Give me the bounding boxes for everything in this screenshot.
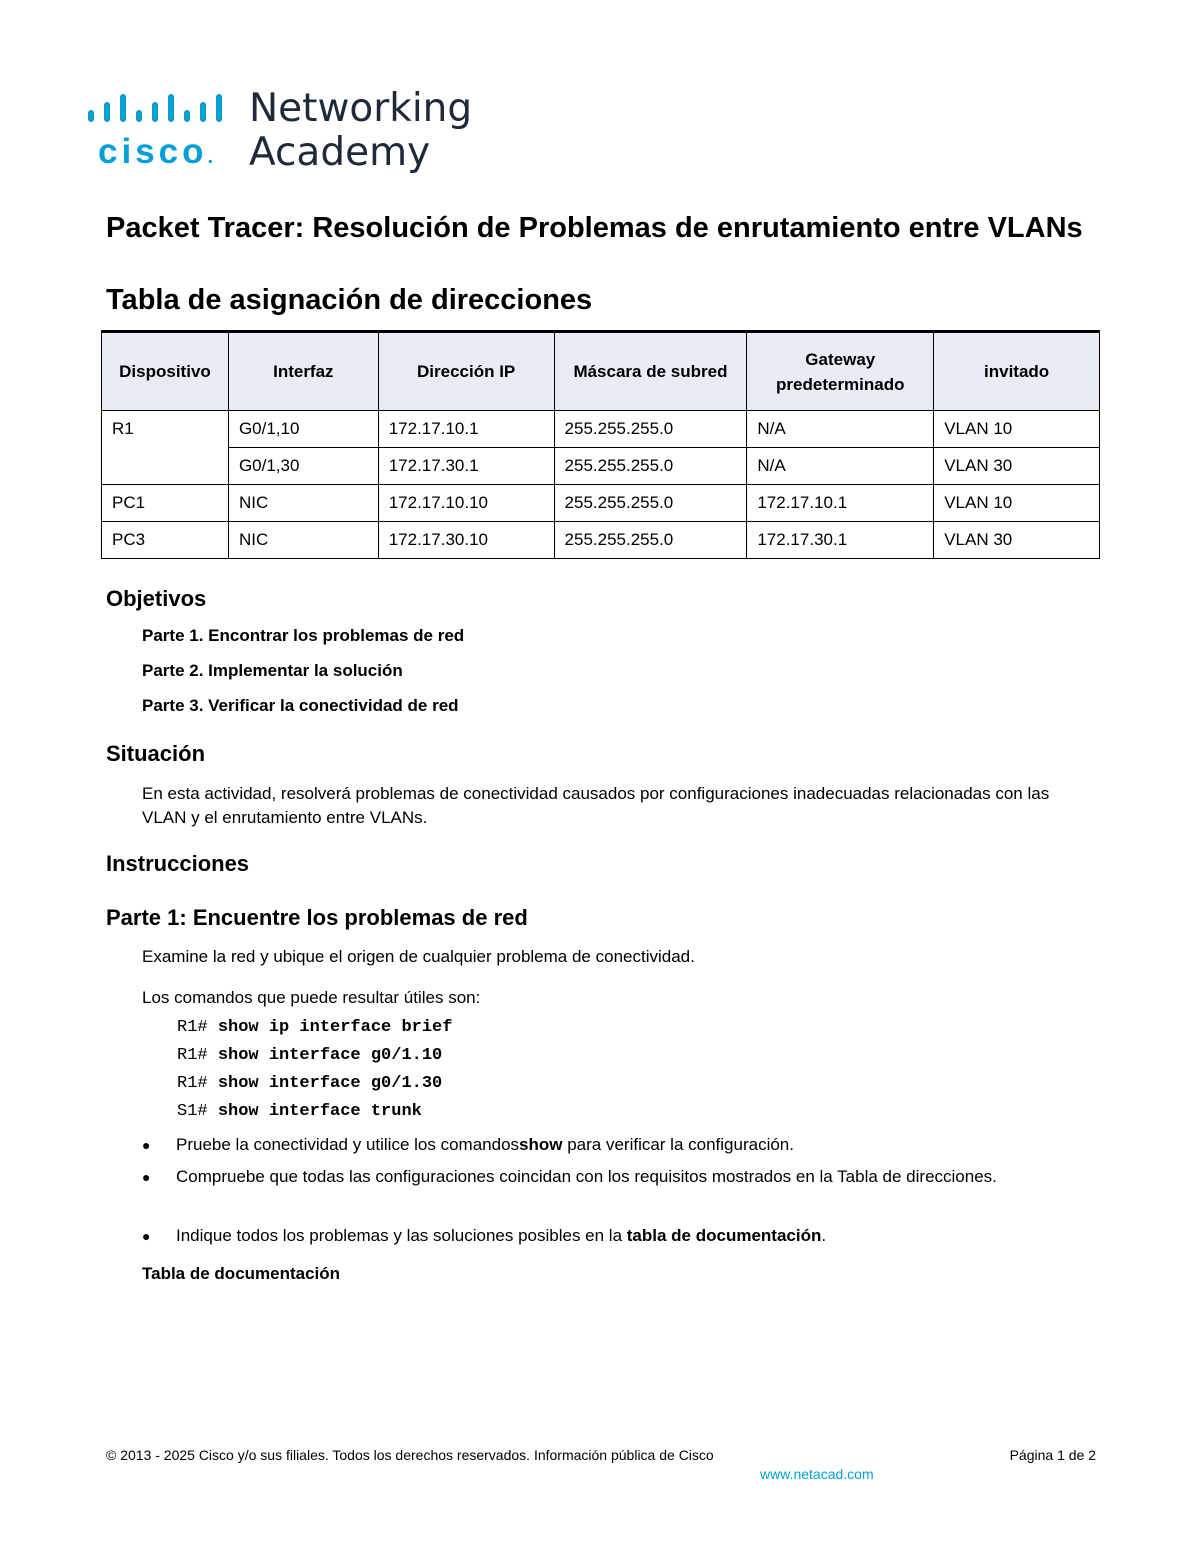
table-cell: 172.17.10.1 (378, 411, 554, 448)
table-cell: VLAN 30 (934, 448, 1100, 485)
table-cell: PC3 (102, 522, 229, 559)
table-cell: 172.17.30.1 (378, 448, 554, 485)
table-row (102, 411, 1100, 448)
table-header-cell: Máscara de subred (554, 332, 747, 411)
command-text: show interface g0/1.30 (217, 1074, 443, 1093)
instructions-heading: Instrucciones (106, 851, 250, 876)
command-text: show ip interface brief (217, 1018, 453, 1037)
table-cell: 255.255.255.0 (554, 485, 747, 522)
bullet-icon: ● (142, 1169, 151, 1185)
part1-heading: Parte 1: Encuentre los problemas de red (106, 905, 528, 930)
table-cell: 172.17.30.10 (378, 522, 554, 559)
table-row (102, 522, 1100, 559)
command-prompt: S1# (177, 1102, 208, 1121)
command-line (177, 1046, 442, 1065)
part1-intro: Examine la red y ubique el origen de cualquier problema de conectividad. (142, 947, 695, 966)
bullet-icon: ● (142, 1228, 151, 1244)
table-cell: NIC (228, 522, 378, 559)
table-cell: 172.17.10.1 (747, 485, 934, 522)
objective-item: Parte 3. Verificar la conectividad de red (142, 696, 459, 715)
table-header-cell: Gateway predeterminado (747, 332, 934, 411)
table-cell: NIC (228, 485, 378, 522)
logo-networking-text: Networking (249, 86, 473, 131)
command-prompt: R1# (177, 1046, 208, 1065)
situation-heading: Situación (106, 741, 206, 766)
address-table (101, 330, 1100, 559)
situation-text: En esta actividad, resolverá problemas de conectividad causados por configuraciones inadecuadas relacionadas con las VLAN y el enrutamiento entre VLANs. (142, 784, 1050, 827)
command-line (177, 1074, 442, 1093)
table-cell: G0/1,10 (228, 411, 378, 448)
commands-intro: Los comandos que puede resultar útiles son: (142, 988, 481, 1007)
page-title: Packet Tracer: Resolución de Problemas de enrutamiento entre VLANs (106, 212, 1083, 244)
table-cell: PC1 (102, 485, 229, 522)
table-cell: R1 (102, 411, 229, 485)
cisco-networking-academy-logo (86, 84, 473, 184)
table-cell: VLAN 30 (934, 522, 1100, 559)
logo-academy-text: Academy (249, 130, 431, 175)
cisco-wordmark: cisco. (98, 132, 218, 171)
netacad-link[interactable]: www.netacad.com (760, 1466, 874, 1482)
table-header-cell: invitado (934, 332, 1100, 411)
table-header-cell: Dispositivo (102, 332, 229, 411)
table-cell: G0/1,30 (228, 448, 378, 485)
objective-item: Parte 1. Encontrar los problemas de red (142, 626, 465, 645)
cisco-bars-icon (86, 92, 236, 128)
table-cell: 255.255.255.0 (554, 448, 747, 485)
table-row (102, 448, 1100, 485)
command-text: show interface trunk (217, 1102, 422, 1121)
table-cell: N/A (747, 448, 934, 485)
list-item-text: Pruebe la conectividad y utilice los comandosshow para verificar la configuración. (176, 1135, 794, 1154)
table-header-row (102, 332, 1100, 411)
bullet-icon: ● (142, 1137, 151, 1153)
page-number: Página 1 de 2 (1009, 1447, 1096, 1463)
command-text: show interface g0/1.10 (217, 1046, 443, 1065)
table-cell: 172.17.10.10 (378, 485, 554, 522)
documentation-table-label: Tabla de documentación (142, 1264, 341, 1283)
list-item-text: Indique todos los problemas y las soluciones posibles en la tabla de documentación. (176, 1226, 827, 1245)
address-table-title: Tabla de asignación de direcciones (106, 284, 593, 316)
table-header-cell: Interfaz (228, 332, 378, 411)
table-cell: 172.17.30.1 (747, 522, 934, 559)
table-row (102, 485, 1100, 522)
table-cell: VLAN 10 (934, 485, 1100, 522)
objective-item: Parte 2. Implementar la solución (142, 661, 403, 680)
command-line (177, 1018, 452, 1037)
copyright-text: © 2013 - 2025 Cisco y/o sus filiales. Todos los derechos reservados. Información pública de Cisco (106, 1447, 714, 1463)
table-header-cell: Dirección IP (378, 332, 554, 411)
table-cell: N/A (747, 411, 934, 448)
objectives-heading: Objetivos (106, 586, 207, 611)
table-cell: VLAN 10 (934, 411, 1100, 448)
command-prompt: R1# (177, 1018, 208, 1037)
table-cell: 255.255.255.0 (554, 411, 747, 448)
list-item-text: Compruebe que todas las configuraciones coincidan con los requisitos mostrados en la Tabla de direcciones. (176, 1167, 997, 1186)
table-cell: 255.255.255.0 (554, 522, 747, 559)
command-line (177, 1102, 422, 1121)
command-prompt: R1# (177, 1074, 208, 1093)
